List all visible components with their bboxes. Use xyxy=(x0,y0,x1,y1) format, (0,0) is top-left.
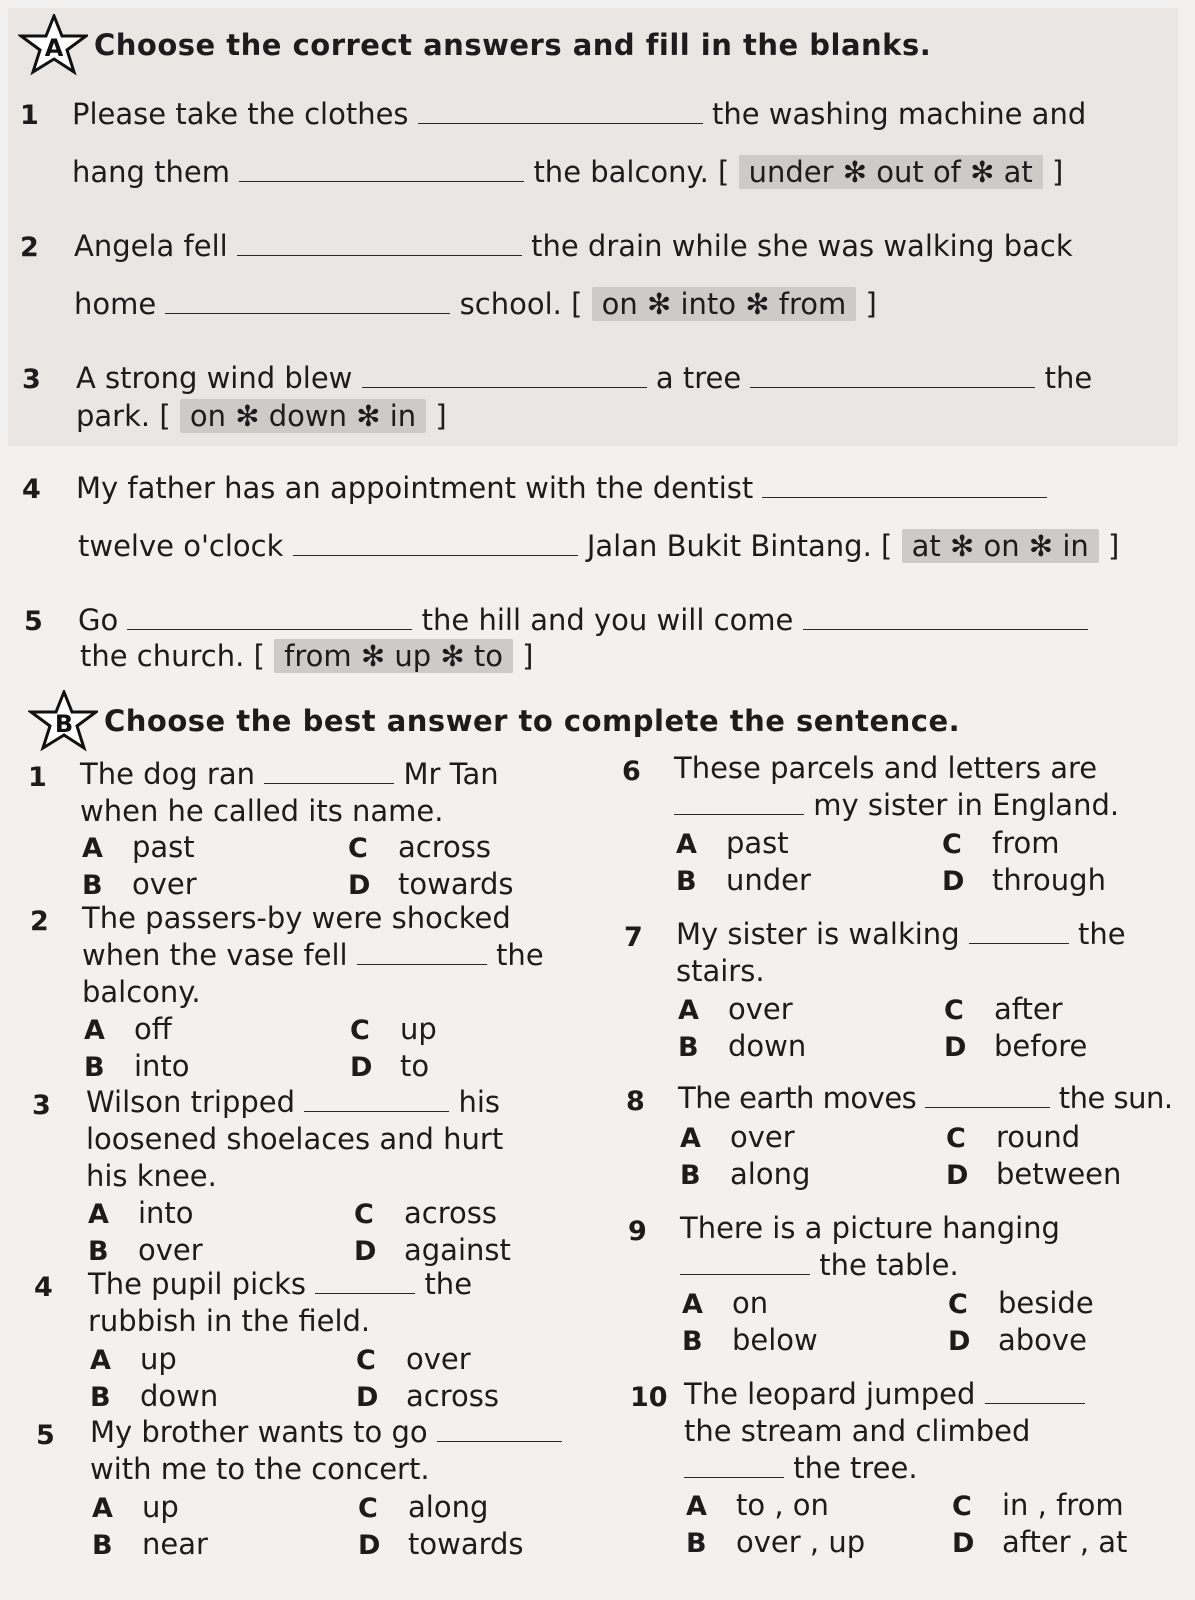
question-text: the church. xyxy=(80,639,245,673)
option-words: at ✻ on ✻ in xyxy=(902,529,1099,563)
option-a[interactable]: A over xyxy=(678,992,793,1026)
a-question-5-line-2 xyxy=(80,636,534,676)
question-line: loosened shoelaces and hurt xyxy=(86,1122,504,1156)
question-line: when the vase fell the xyxy=(82,938,544,972)
option-a[interactable]: A up xyxy=(90,1342,177,1376)
option-d[interactable]: D before xyxy=(944,1029,1088,1063)
answer-blank[interactable] xyxy=(969,917,1069,944)
option-c[interactable]: C across xyxy=(354,1196,497,1230)
a-question-number: 4 xyxy=(22,474,41,505)
options-box: [ under ✻ out of ✻ at ] xyxy=(718,155,1064,189)
option-d[interactable]: D above xyxy=(948,1323,1087,1357)
option-c[interactable]: C round xyxy=(946,1120,1081,1154)
question-line: Wilson tripped his xyxy=(86,1085,501,1119)
question-text: the hill and you will come xyxy=(421,603,794,637)
answer-blank[interactable] xyxy=(293,529,578,556)
question-text: hang them xyxy=(72,155,230,189)
a-question-3-line-2 xyxy=(76,396,447,436)
answer-blank[interactable] xyxy=(357,938,487,965)
answer-blank[interactable] xyxy=(674,788,804,815)
option-c[interactable]: C up xyxy=(350,1012,437,1046)
answer-blank[interactable] xyxy=(418,97,703,124)
section-b-heading xyxy=(28,690,960,752)
options-box: [ on ✻ into ✻ from ] xyxy=(571,287,877,321)
option-b[interactable]: B near xyxy=(92,1527,208,1561)
option-a[interactable]: A up xyxy=(92,1490,179,1524)
question-text: a tree xyxy=(655,361,742,395)
question-text: the balcony. xyxy=(533,155,709,189)
question-text: My father has an appointment with the dentist xyxy=(76,471,754,505)
option-a[interactable]: A into xyxy=(88,1196,194,1230)
answer-blank[interactable] xyxy=(684,1451,784,1478)
option-words: on ✻ down ✻ in xyxy=(180,399,426,433)
star-badge-icon xyxy=(28,690,98,752)
question-number: 9 xyxy=(628,1216,647,1247)
answer-blank[interactable] xyxy=(762,471,1047,498)
a-question-1-line-2 xyxy=(72,152,1063,192)
question-line: when he called its name. xyxy=(80,794,444,828)
question-line: The leopard jumped xyxy=(684,1376,1085,1413)
option-b[interactable]: B down xyxy=(678,1029,807,1063)
question-number: 4 xyxy=(34,1272,53,1303)
question-line: the stream and climbed xyxy=(684,1414,1031,1448)
options-box: [ from ✻ up ✻ to ] xyxy=(253,639,534,673)
answer-blank[interactable] xyxy=(165,287,450,314)
answer-blank[interactable] xyxy=(315,1267,415,1294)
question-number: 3 xyxy=(32,1090,51,1121)
a-question-2-line-2 xyxy=(74,284,877,324)
option-c[interactable]: C from xyxy=(942,826,1060,860)
option-words: on ✻ into ✻ from xyxy=(592,287,857,321)
option-d[interactable]: D to xyxy=(350,1049,430,1083)
answer-blank[interactable] xyxy=(362,361,647,388)
question-line: There is a picture hanging xyxy=(680,1211,1060,1245)
section-a-title: Choose the correct answers and fill in the blanks. xyxy=(94,28,932,62)
a-question-number: 1 xyxy=(20,100,39,131)
question-line: The pupil picks the xyxy=(88,1267,473,1301)
question-line: stairs. xyxy=(676,954,765,988)
option-c[interactable]: C over xyxy=(356,1342,471,1376)
option-d[interactable]: D towards xyxy=(348,867,514,901)
question-line: The passers-by were shocked xyxy=(82,901,511,935)
question-line: the table. xyxy=(680,1247,959,1284)
a-question-number: 2 xyxy=(20,232,39,263)
question-line: balcony. xyxy=(82,975,201,1009)
question-line: My brother wants to go xyxy=(90,1414,562,1451)
answer-blank[interactable] xyxy=(239,155,524,182)
question-text: Angela fell xyxy=(74,229,228,263)
section-a-letter: A xyxy=(44,34,64,62)
option-b[interactable]: B into xyxy=(84,1049,190,1083)
options-box: [ on ✻ down ✻ in ] xyxy=(159,399,447,433)
option-d[interactable]: D through xyxy=(942,863,1106,897)
a-question-5-line-1 xyxy=(78,600,1088,640)
answer-blank[interactable] xyxy=(750,361,1035,388)
answer-blank[interactable] xyxy=(925,1081,1050,1108)
question-text: Go xyxy=(78,603,119,637)
option-a[interactable]: A off xyxy=(84,1012,172,1046)
option-words: from ✻ up ✻ to xyxy=(274,639,513,673)
option-b[interactable]: B down xyxy=(90,1379,219,1413)
question-line: rubbish in the field. xyxy=(88,1304,371,1338)
question-number: 8 xyxy=(626,1086,645,1117)
question-line: with me to the concert. xyxy=(90,1452,430,1486)
option-b[interactable]: B over xyxy=(82,867,197,901)
option-b[interactable]: B under xyxy=(676,863,811,897)
question-line: These parcels and letters are xyxy=(674,751,1098,785)
answer-blank[interactable] xyxy=(680,1248,810,1275)
option-d[interactable]: D towards xyxy=(358,1527,524,1561)
a-question-3-line-1 xyxy=(76,358,1092,398)
section-b-title: Choose the best answer to complete the sentence. xyxy=(104,704,961,738)
question-line: his knee. xyxy=(86,1159,217,1193)
option-a[interactable]: A to , on xyxy=(686,1488,829,1522)
option-a[interactable]: A on xyxy=(682,1286,769,1320)
question-text: school. xyxy=(459,287,562,321)
question-text: home xyxy=(74,287,157,321)
question-text: the drain while she was walking back xyxy=(531,229,1073,263)
option-b[interactable]: B below xyxy=(682,1323,818,1357)
question-number: 7 xyxy=(624,922,643,953)
option-a[interactable]: A over xyxy=(680,1120,795,1154)
option-c[interactable]: C along xyxy=(358,1490,489,1524)
section-b-letter: B xyxy=(54,710,74,738)
question-number: 5 xyxy=(36,1420,55,1451)
question-line: The earth moves the sun. xyxy=(678,1081,1173,1115)
question-number: 6 xyxy=(622,756,641,787)
option-c[interactable]: C beside xyxy=(948,1286,1094,1320)
answer-blank[interactable] xyxy=(127,603,412,630)
option-d[interactable]: D between xyxy=(946,1157,1122,1191)
option-d[interactable]: D against xyxy=(354,1233,511,1267)
question-number: 10 xyxy=(630,1382,668,1413)
question-number: 1 xyxy=(28,762,47,793)
question-text: Please take the clothes xyxy=(72,97,409,131)
option-c[interactable]: C in , from xyxy=(952,1488,1124,1522)
a-question-2-line-1 xyxy=(74,226,1073,266)
answer-blank[interactable] xyxy=(264,757,394,784)
a-question-4-line-2 xyxy=(78,526,1119,566)
option-b[interactable]: B over xyxy=(88,1233,203,1267)
options-box: [ at ✻ on ✻ in ] xyxy=(881,529,1120,563)
question-line: My sister is walking the xyxy=(676,917,1126,951)
star-badge-icon xyxy=(18,14,88,76)
answer-blank[interactable] xyxy=(985,1377,1085,1404)
question-line: The dog ran Mr Tan xyxy=(80,757,499,791)
answer-blank[interactable] xyxy=(803,603,1088,630)
option-a[interactable]: A past xyxy=(82,830,195,864)
a-question-1-line-1 xyxy=(72,94,1086,134)
option-words: under ✻ out of ✻ at xyxy=(739,155,1043,189)
question-text: the xyxy=(1044,361,1093,395)
a-question-4-line-1 xyxy=(76,468,1047,508)
question-text: the washing machine and xyxy=(711,97,1087,131)
option-c[interactable]: C across xyxy=(348,830,491,864)
question-line: my sister in England. xyxy=(674,787,1119,824)
question-text: twelve o'clock xyxy=(78,529,284,563)
a-question-number: 3 xyxy=(22,364,41,395)
answer-blank[interactable] xyxy=(237,229,522,256)
option-c[interactable]: C after xyxy=(944,992,1063,1026)
question-number: 2 xyxy=(30,906,49,937)
question-text: park. xyxy=(76,399,151,433)
question-text: A strong wind blew xyxy=(76,361,353,395)
option-b[interactable]: B over , up xyxy=(686,1525,866,1559)
question-line: the tree. xyxy=(684,1450,918,1487)
answer-blank[interactable] xyxy=(437,1415,562,1442)
section-a-heading xyxy=(18,14,931,76)
question-text: Jalan Bukit Bintang. xyxy=(586,529,872,563)
option-d[interactable]: D after , at xyxy=(952,1525,1128,1559)
option-d[interactable]: D across xyxy=(356,1379,499,1413)
a-question-number: 5 xyxy=(24,606,43,637)
option-a[interactable]: A past xyxy=(676,826,789,860)
answer-blank[interactable] xyxy=(304,1085,449,1112)
option-b[interactable]: B along xyxy=(680,1157,811,1191)
